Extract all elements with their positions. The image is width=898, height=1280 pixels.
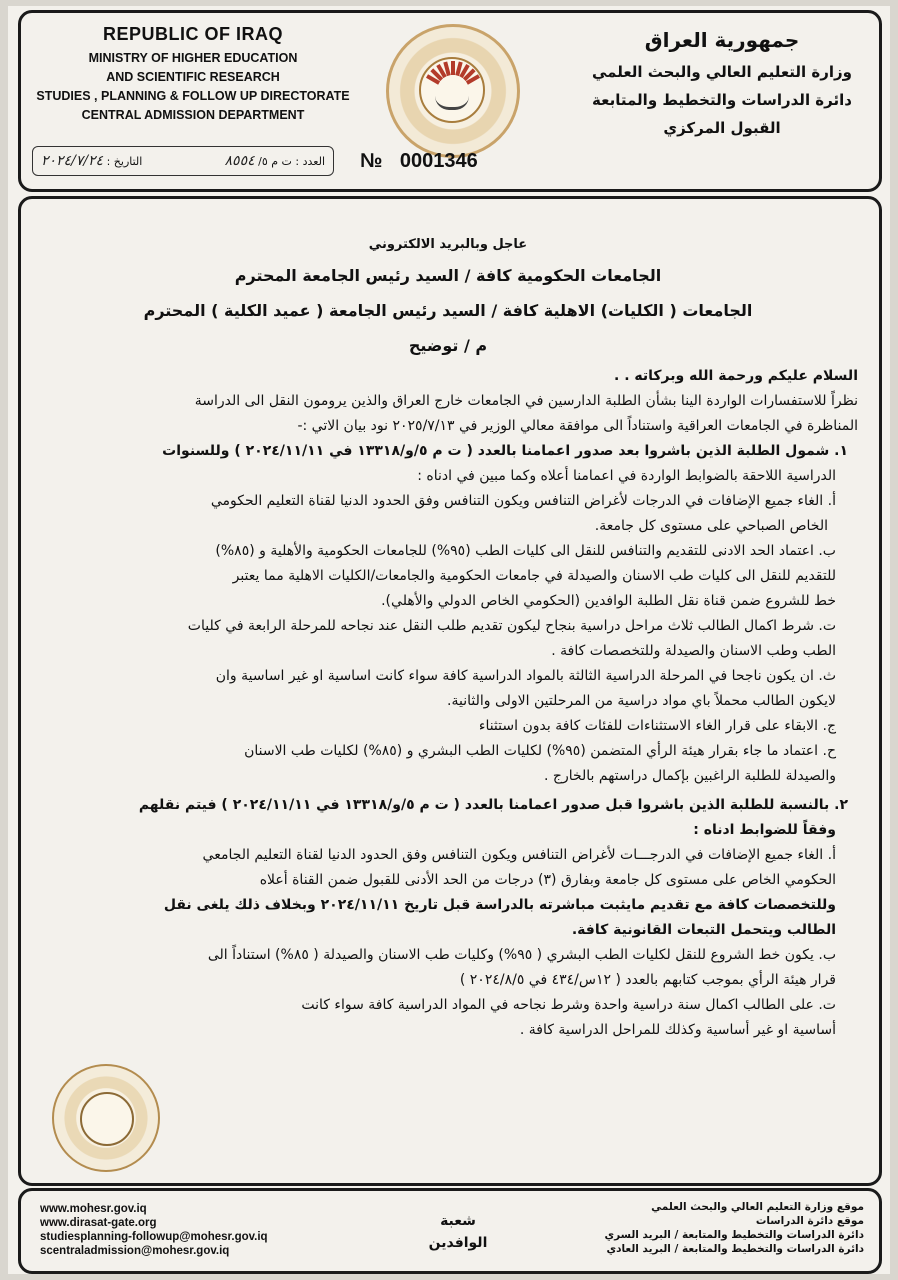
en-ministry-1: MINISTRY OF HIGHER EDUCATION <box>88 51 298 65</box>
date-label: التاريخ : <box>106 155 143 168</box>
ar-directorate: دائرة الدراسات والتخطيط والمتابعة <box>592 91 852 109</box>
footer-ar-4: دائرة الدراسات والتخطيط والمتابعة / البريد العادي <box>606 1243 864 1255</box>
reference-box <box>32 146 334 176</box>
footer-email-studies[interactable]: studiesplanning-followup@mohesr.gov.iq <box>40 1231 268 1243</box>
section-1-heading-2: الدراسية اللاحقة بالضوابط الواردة في اعمامنا أعلاه وكما مبين في ادناه : <box>417 468 836 484</box>
s2-item-a-3: وللتخصصات كافة مع تقديم مايثبت مباشرته بالدراسة قبل تاريخ ٢٠٢٤/١١/١١ وبخلاف ذلك يلغى نقل <box>163 897 836 913</box>
en-country: REPUBLIC OF IRAQ <box>102 24 283 44</box>
s1-item-h-2: والصيدلة للطلبة الراغبين بإكمال دراستهم بالخارج . <box>544 768 836 784</box>
number-value: 0001346 <box>399 150 478 172</box>
s2-item-t-1: ت. على الطالب اكمال سنة دراسية واحدة وشرط نجاحه في المواد الدراسية كافة سواء كانت <box>301 997 836 1013</box>
footer-ar-1: موقع وزارة التعليم العالي والبحث العلمي <box>651 1201 864 1213</box>
s2-item-t-2: أساسية او غير أساسية وكذلك للمراحل الدراسية كافة . <box>519 1022 836 1038</box>
s1-item-b-2: للتقديم للنقل الى كليات طب الاسنان والصيدلة في جامعات الحكومية والجامعات/الكليات الاهلية مما يعتبر <box>232 568 836 584</box>
ar-department: القبول المركزي <box>663 119 781 137</box>
s1-item-j: ج. الابقاء على قرار الغاء الاستثناءات للفئات كافة بدون استثناء <box>478 718 836 734</box>
s2-item-b-1: ب. يكون خط الشروع للنقل لكليات الطب البشري ( ٩٥%) وكليات طب الاسنان والصيدلة ( ٨٥%) استناداً الى <box>207 947 836 963</box>
recipient-1: الجامعات الحكومية كافة / السيد رئيس الجامعة المحترم <box>234 266 662 285</box>
subject: م / توضيح <box>408 336 488 355</box>
ref-label: العدد : ت م ٥/ <box>258 155 325 168</box>
s1-item-th-2: لايكون الطالب محملاً باي مواد دراسية من المرحلتين الاولى والثانية. <box>447 693 836 709</box>
en-department: CENTRAL ADMISSION DEPARTMENT <box>81 108 305 122</box>
footer-link-ministry[interactable]: www.mohesr.gov.iq <box>40 1203 147 1215</box>
footer-division <box>408 1210 508 1254</box>
s2-item-a-2: الحكومي الخاص على مستوى كل جامعة وبفارق (٣) درجات من الحد الأدنى للقبول ضمن القناة أعلاه <box>259 872 836 888</box>
english-letterhead <box>28 24 358 125</box>
s1-item-b-1: ب. اعتماد الحد الادنى للتقديم والتنافس للنقل الى كليات الطب (٩٥%) للجامعات الحكومية والأهلية و (٨٥%) <box>215 543 836 559</box>
letter-body <box>38 232 858 1043</box>
seal-book <box>435 93 469 110</box>
ministry-stamp-icon <box>52 1064 160 1172</box>
date-group <box>41 153 142 169</box>
serial-number <box>360 150 478 173</box>
greeting: السلام عليكم ورحمة الله وبركاته . . <box>614 368 858 384</box>
footer-ar-2: موقع دائرة الدراسات <box>755 1215 864 1227</box>
s1-item-th-1: ث. ان يكون ناجحا في المرحلة الدراسية الثالثة بالمواد الدراسية كافة سواء كانت اساسية او غير اساسية وان <box>215 668 836 684</box>
intro-line-2: المناظرة في الجامعات العراقية واستناداً الى موافقة معالي الوزير في ٢٠٢٥/٧/١٣ نود بيان الاتي :- <box>297 418 858 434</box>
footer-ar-3: دائرة الدراسات والتخطيط والمتابعة / البريد السري <box>604 1229 864 1241</box>
ministry-seal-icon <box>386 24 520 158</box>
division-label-1: شعبة <box>440 1213 476 1229</box>
section-2-heading: ٢. بالنسبة للطلبة الذين باشروا قبل صدور اعمامنا بالعدد ( ت م ٥/و/١٣٣١٨ في ٢٠٢٤/١١/١١ ) فيتم نقلهم <box>138 797 848 813</box>
s1-item-b-3: خط للشروع ضمن قناة نقل الطلبة الوافدين (الحكومي الخاص الدولي والأهلي). <box>381 593 836 609</box>
en-ministry-2: AND SCIENTIFIC RESEARCH <box>106 70 280 84</box>
document-sheet <box>8 6 890 1274</box>
footer-email-admission[interactable]: scentraladmission@mohesr.gov.iq <box>40 1245 230 1257</box>
seal-ray <box>451 61 455 75</box>
s1-item-a-2: الخاص الصباحي على مستوى كل جامعة. <box>594 518 828 534</box>
number-symbol: № <box>360 150 383 172</box>
date-value: ٢٠٢٤/٧/٢٤ <box>41 153 104 169</box>
footer-arabic-links <box>604 1200 864 1256</box>
division-label-2: الوافدين <box>428 1235 488 1251</box>
recipient-2: الجامعات ( الكليات) الاهلية كافة / السيد رئيس الجامعة ( عميد الكلية ) المحترم <box>143 301 753 320</box>
footer-link-dirasat[interactable]: www.dirasat-gate.org <box>40 1217 157 1229</box>
stamp-inner <box>80 1092 134 1146</box>
ar-country: جمهورية العراق <box>644 28 800 52</box>
en-directorate: STUDIES , PLANNING & FOLLOW UP DIRECTORATE <box>36 89 350 103</box>
intro-line-1: نظراً للاستفسارات الواردة الينا بشأن الطلبة الدارسين في الجامعات خارج العراق والذين يرومون النقل الى الدراسة <box>194 393 858 409</box>
ar-ministry: وزارة التعليم العالي والبحث العلمي <box>591 63 853 81</box>
section-2-heading-2: وفقاً للضوابط ادناه : <box>693 822 836 838</box>
s1-item-a-1: أ. الغاء جميع الإضافات في الدرجات لأغراض التنافس ويكون التنافس وفق الحدود الدنيا لقناة التعليم الحكومي <box>210 493 836 509</box>
s2-item-a-1: أ. الغاء جميع الإضافات في الدرجـــات لأغراض التنافس ويكون التنافس وفق الحدود الدنيا لقناة التعليم الجامعي <box>202 847 836 863</box>
ref-group <box>225 153 325 169</box>
s1-item-h-1: ح. اعتماد ما جاء بقرار هيئة الرأي المتضمن (٩٥%) لكليات الطب البشري و (٨٥%) لكليات طب الاسنان <box>244 743 836 759</box>
s1-item-t-1: ت. شرط اكمال الطالب ثلاث مراحل دراسية بنجاح ليكون تقديم طلب النقل عند نجاحه للمرحلة الرابعة في كليات <box>187 618 836 634</box>
s2-item-a-4: الطالب ويتحمل التبعات القانونية كافة. <box>571 922 836 938</box>
ref-value: ٨٥٥٤ <box>224 153 255 169</box>
s2-item-b-2: قرار هيئة الرأي بموجب كتابهم بالعدد ( ١٢س/٤٣٤ في ٢٠٢٤/٨/٥ ) <box>459 972 836 988</box>
footer-english-links <box>40 1202 268 1258</box>
section-1-heading: ١. شمول الطلبة الذين باشروا بعد صدور اعمامنا بالعدد ( ت م ٥/و/١٣٣١٨ في ٢٠٢٤/١١/١١ ) وللسنوات <box>162 443 848 459</box>
s1-item-t-2: الطب وطب الاسنان والصيدلة وللتخصصات كافة . <box>551 643 836 659</box>
urgent-note: عاجل وبالبريد الالكتروني <box>368 237 528 252</box>
arabic-letterhead <box>572 28 872 142</box>
